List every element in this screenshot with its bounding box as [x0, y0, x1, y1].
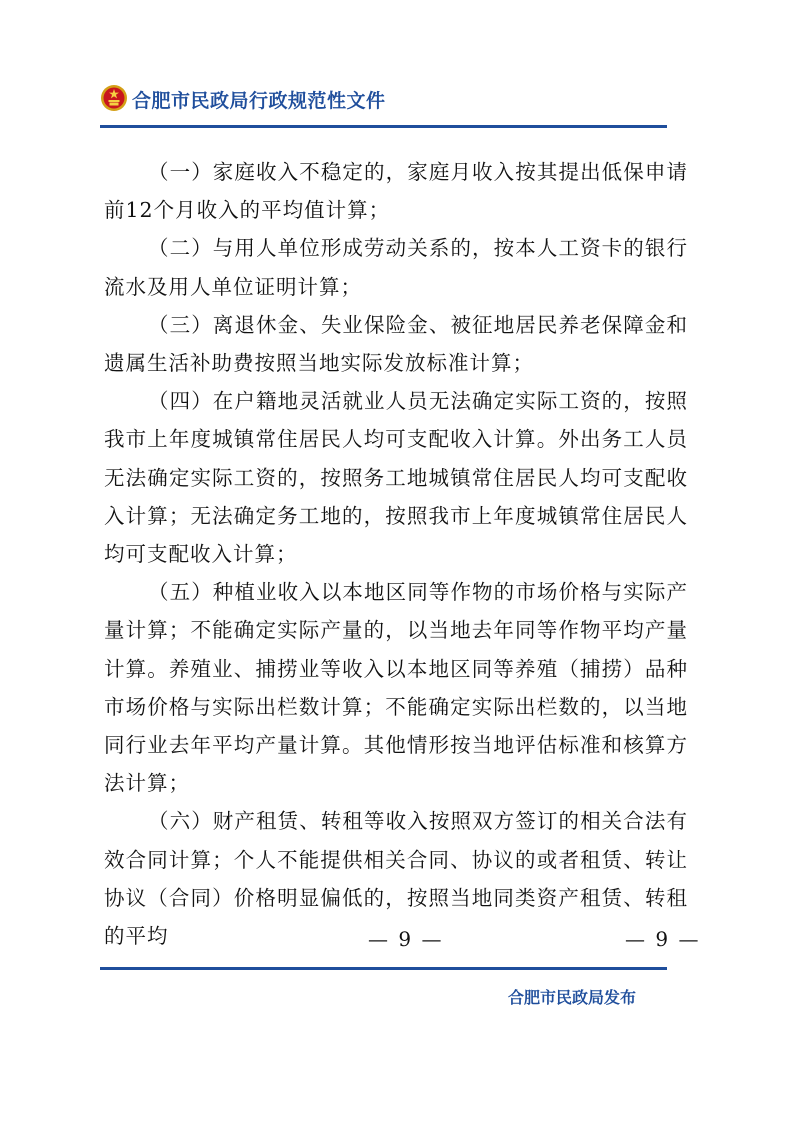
document-body [104, 153, 688, 955]
paragraph: （五）种植业收入以本地区同等作物的市场价格与实际产量计算；不能确定实际产量的，以当地去年同等作物平均产量计算。养殖业、捕捞业等收入以本地区同等养殖（捕捞）品种市场价格与实际出栏数计算；不能确定实际出栏数的，以当地同行业去年平均产量计算。其他情形按当地评估标准和核算方法计算； [104, 580, 688, 796]
national-emblem-icon [100, 84, 128, 112]
header-divider [100, 125, 667, 128]
paragraph: （三）离退休金、失业保险金、被征地居民养老保障金和遗属生活补助费按照当地实际发放标准计算； [104, 312, 688, 376]
footer-divider [100, 967, 667, 970]
paragraph: （四）在户籍地灵活就业人员无法确定实际工资的，按照我市上年度城镇常住居民人均可支配收入计算。外出务工人员无法确定实际工资的，按照务工地城镇常住居民人均可支配收入计算；无法确定务工地的，按照我市上年度城镇常住居民人均可支配收入计算； [104, 389, 688, 567]
footer-publisher: 合肥市民政局发布 [508, 988, 637, 1007]
paragraph: （六）财产租赁、转租等收入按照双方签订的相关合法有效合同计算；个人不能提供相关合同、协议的或者租赁、转让协议（合同）价格明显偏低的，按照当地同类资产租赁、转租的平均 [104, 809, 688, 949]
page-number: — 9 — [368, 927, 444, 951]
paragraph: （二）与用人单位形成劳动关系的，按本人工资卡的银行流水及用人单位证明计算； [104, 236, 688, 299]
paragraph: （一）家庭收入不稳定的，家庭月收入按其提出低保申请前12个月收入的平均值计算； [104, 160, 688, 223]
page-number-right: — 9 — [625, 927, 701, 951]
document-header [100, 82, 667, 118]
header-title: 合肥市民政局行政规范性文件 [132, 90, 386, 112]
